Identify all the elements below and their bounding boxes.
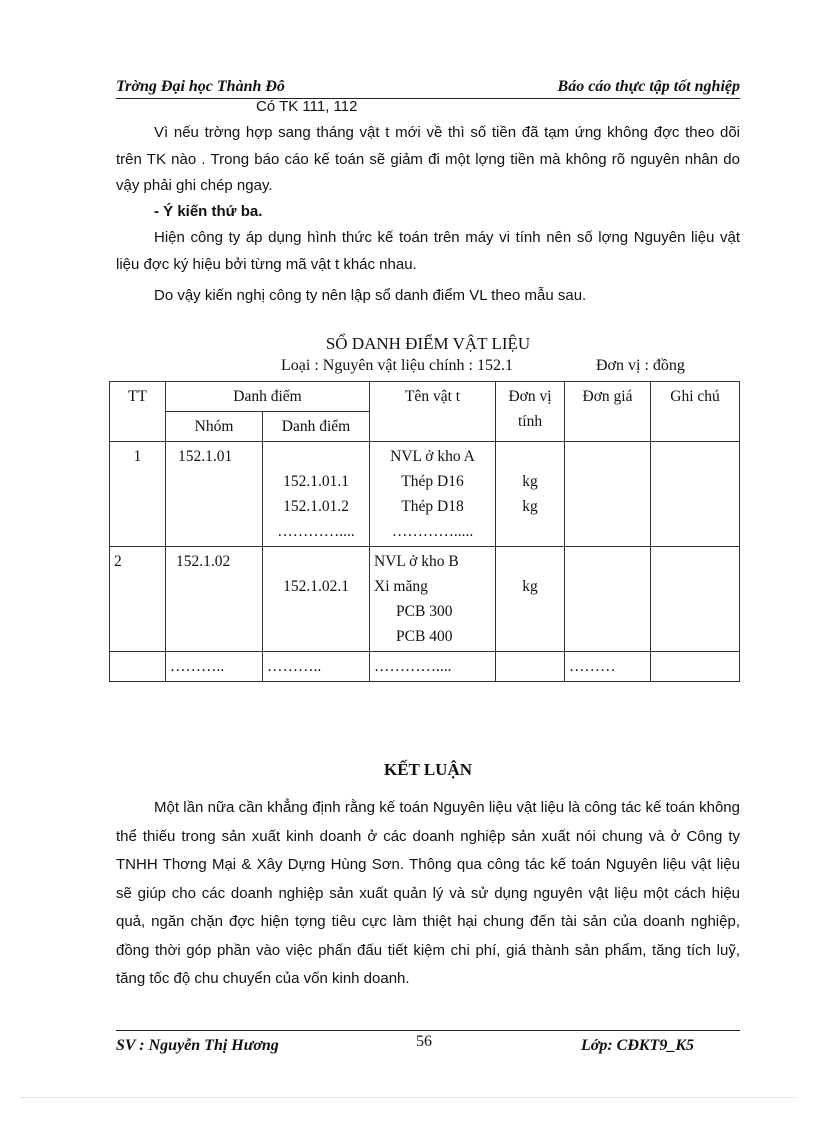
- cell-tt: 2: [110, 547, 166, 652]
- dots-cell: ………..: [166, 652, 263, 682]
- unit-line: kg: [522, 578, 538, 595]
- conclusion-title: KẾT LUẬN: [383, 760, 472, 779]
- cell-tt: 1: [110, 442, 166, 547]
- dots-cell: [651, 652, 740, 682]
- footer-student: SV : Nguyễn Thị Hương: [116, 1037, 279, 1054]
- heading-third-opinion: - Ý kiến thứ ba.: [154, 203, 263, 220]
- col-ten-vat-tu: Tên vật t: [370, 382, 496, 442]
- don-vi-line-2: tính: [517, 413, 543, 430]
- col-danh-diem-sub: Danh điểm: [263, 412, 370, 442]
- name-line: Thép D16: [401, 473, 464, 490]
- material-ledger-table: [109, 381, 740, 682]
- ledger-category: Loại : Nguyên vật liệu chính : 152.1: [281, 357, 513, 374]
- code-line: [267, 444, 365, 469]
- code-line: 152.1.02.1: [283, 578, 349, 595]
- footer-class: Lớp: CĐKT9_K5: [580, 1037, 694, 1054]
- dots-cell: ………..: [263, 652, 370, 682]
- account-line: Có TK 111, 112: [256, 98, 358, 115]
- conclusion-body: Một lần nữa cần khẳng định rằng kế toán Nguyên liệu vật liệu là công tác kế toán không thể thiếu trong sản xuất kinh doanh ở các doanh nghiệp sản xuất nói chung và ở Công ty TNHH Thơng Mại & Xây Dựng Hùng Sơn. Thông qua công tác kế toán Nguyên liệu vật liệu sẽ giúp cho các doanh nghiệp sản xuất quản lý và sử dụng nguyên vật liệu một cách hiệu quả, ngăn chặn đợc hiện tợng tiêu cực làm thiệt hại chung đến tài sản của doanh nghiệp, đồng thời góp phần vào việc phấn đấu tiết kiệm chi phí, giá thành sản phẩm, tăng tích luỹ, tăng tốc độ chu chuyển của vốn kinh doanh.: [116, 799, 740, 987]
- paragraph-3: Do vậy kiến nghị công ty nên lập sổ danh điểm VL theo mẫu sau.: [154, 287, 587, 304]
- cell-units: [496, 442, 565, 547]
- name-line: ………….....: [391, 523, 474, 540]
- name-line: Xi măng: [374, 578, 428, 595]
- name-line: Thép D18: [401, 498, 464, 515]
- cell-names: [370, 442, 496, 547]
- ledger-title: SỔ DANH ĐIỂM VẬT LIỆU: [325, 334, 531, 353]
- table-header-row: [110, 382, 740, 412]
- ledger-unit: Đơn vị : đồng: [596, 357, 685, 374]
- dots-cell: …………....: [370, 652, 496, 682]
- page-number: 56: [416, 1033, 432, 1050]
- code-line: 152.1.01.2: [283, 498, 349, 515]
- name-line: NVL ở kho A: [390, 448, 475, 465]
- cell-names: [370, 547, 496, 652]
- cell-ghi-chu: [651, 547, 740, 652]
- dots-cell: [110, 652, 166, 682]
- table-row-dots: [110, 652, 740, 682]
- don-vi-line-1: Đơn vị: [508, 388, 552, 405]
- name-line: PCB 400: [396, 628, 453, 645]
- unit-line: kg: [522, 473, 538, 490]
- dots-cell: ………: [565, 652, 651, 682]
- col-ghi-chu: Ghi chú: [651, 382, 740, 442]
- unit-line: [500, 549, 560, 574]
- dots-cell: [496, 652, 565, 682]
- col-don-gia: Đơn giá: [565, 382, 651, 442]
- cell-nhom: 152.1.01: [166, 442, 263, 547]
- header-school: Trờng Đại học Thành Đô: [116, 78, 285, 95]
- paragraph-1: Vì nếu trờng hợp sang tháng vật t mới về thì số tiền đã tạm ứng không đợc theo dõi trên TK nào . Trong báo cáo kế toán sẽ giảm đi một lợng tiền mà không rõ nguyên nhân do vậy phải ghi chép ngay.: [116, 124, 740, 194]
- name-line: PCB 300: [396, 603, 453, 620]
- cell-ghi-chu: [651, 442, 740, 547]
- col-tt: TT: [110, 382, 166, 442]
- cell-don-gia: [565, 547, 651, 652]
- bottom-dotted-rule: [20, 1097, 796, 1098]
- unit-line: kg: [522, 498, 538, 515]
- name-line: NVL ở kho B: [374, 553, 459, 570]
- code-line: 152.1.01.1: [283, 473, 349, 490]
- unit-line: [500, 444, 560, 469]
- cell-codes: [263, 442, 370, 547]
- col-don-vi-tinh: [496, 382, 565, 442]
- cell-don-gia: [565, 442, 651, 547]
- cell-codes: [263, 547, 370, 652]
- page-header: [116, 76, 740, 99]
- code-line: …………....: [277, 523, 355, 540]
- header-report-title: Báo cáo thực tập tốt nghiệp: [557, 78, 740, 95]
- col-danh-diem: Danh điểm: [166, 382, 370, 412]
- cell-nhom: 152.1.02: [166, 547, 263, 652]
- page-footer: [116, 1030, 740, 1061]
- col-nhom: Nhóm: [166, 412, 263, 442]
- paragraph-2: Hiện công ty áp dụng hình thức kế toán trên máy vi tính nên số lợng Nguyên liệu vật liệu đợc ký hiệu bởi từng mã vật t khác nhau.: [116, 229, 740, 273]
- table-row: [110, 547, 740, 652]
- code-line: [267, 549, 365, 574]
- table-row: [110, 442, 740, 547]
- cell-units: [496, 547, 565, 652]
